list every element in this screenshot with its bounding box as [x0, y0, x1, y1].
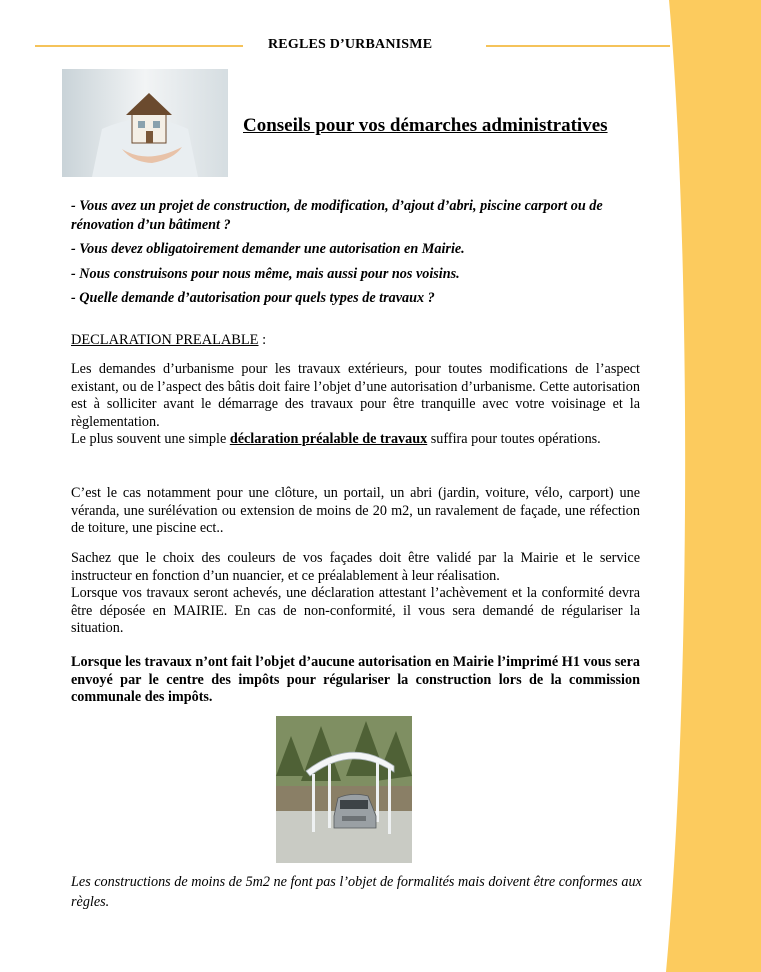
intro-bullets: [71, 197, 646, 314]
header-rule-left: [35, 45, 243, 47]
paragraph-1: [71, 361, 640, 449]
section-title-suffix: :: [258, 332, 267, 348]
paragraph-2-start: Le plus souvent une simple: [71, 431, 230, 447]
paragraph-1-text: Les demandes d’urbanisme pour les travaux extérieurs, pour toutes modifications de l’aspect existant, ou de l’aspect des bâtis doit faire l’objet d’une autorisation d’urbanisme. Cette autorisation est à solliciter avant le démarrage des travaux pour être tranquille avec votre voisinage et la règlementation.: [71, 361, 640, 430]
footer-note: Les constructions de moins de 5m2 ne font pas l’objet de formalités mais doivent être conformes aux règles.: [71, 874, 642, 910]
carport-photo: [276, 716, 412, 863]
paragraph-4-5: [71, 550, 640, 638]
section-title-text: DECLARATION PREALABLE: [71, 332, 259, 348]
decorative-side-band: [661, 0, 761, 972]
paragraph-3: C’est le cas notamment pour une clôture, un portail, un abri (jardin, voiture, vélo, carport) une véranda, une surélévation ou extension de moins de 20 m2, un ravalement de façade, une réfection de toiture, une piscine ect..: [71, 485, 640, 536]
header-title: REGLES D’URBANISME: [268, 37, 433, 52]
bullet-item: - Nous construisons pour nous même, mais aussi pour nos voisins.: [71, 265, 460, 282]
paragraph-2: [71, 431, 640, 449]
paragraph-6: Lorsque les travaux n’ont fait l’objet d’aucune autorisation en Mairie l’imprimé H1 vous sera envoyé par le centre des impôts pour régulariser la construction lors de la commission communale des impôts.: [71, 654, 640, 705]
paragraph-4-text: Sachez que le choix des couleurs de vos façades doit être validé par la Mairie et le service instructeur en fonction d’un nuancier, et ce préalablement à leur réalisation.: [71, 550, 640, 584]
header-rule-right: [486, 45, 670, 47]
paragraph-2-end: suffira pour toutes opérations.: [427, 431, 601, 447]
bullet-item: - Vous avez un projet de construction, de modification, d’ajout d’abri, piscine carport ou de rénovation d’un bâtiment ?: [71, 198, 603, 233]
paragraph-2-emphasis: déclaration préalable de travaux: [229, 431, 428, 447]
paragraph-5-text: Lorsque vos travaux seront achevés, une déclaration attestant l’achèvement et la conformité devra être déposée en MAIRIE. En cas de non-conformité, il vous sera demandé de régulariser la situation.: [71, 585, 640, 636]
main-title: Conseils pour vos démarches administratives: [243, 115, 608, 136]
section-title: [71, 332, 266, 349]
house-in-hand-image: [62, 69, 228, 177]
bullet-item: - Quelle demande d’autorisation pour quels types de travaux ?: [71, 290, 435, 306]
bullet-item: - Vous devez obligatoirement demander une autorisation en Mairie.: [71, 241, 465, 257]
